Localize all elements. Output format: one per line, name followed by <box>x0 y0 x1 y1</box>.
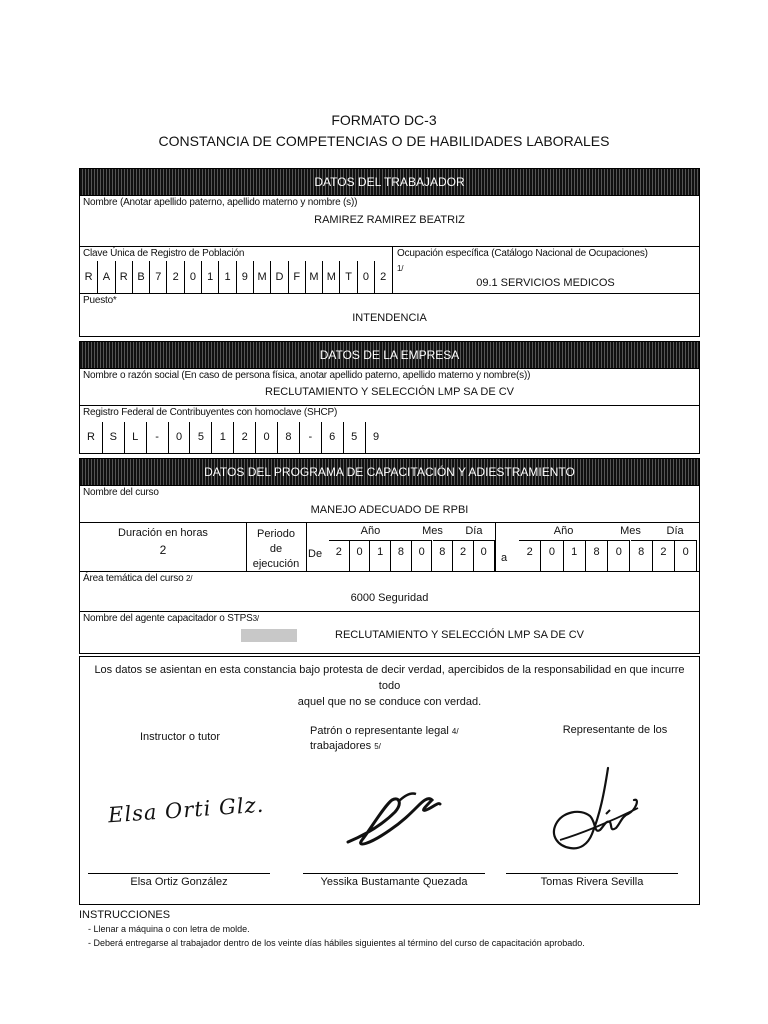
ocupacion-note: 1/ <box>397 264 404 273</box>
date-digit: 8 <box>631 540 653 572</box>
area-value: 6000 Seguridad <box>350 592 429 604</box>
char-cell: A <box>97 261 114 293</box>
nombre-value: RAMIREZ RAMIREZ BEATRIZ <box>314 214 465 226</box>
patron-label-text-2: trabajadores <box>310 740 372 752</box>
rfc-label: Registro Federal de Contribuyentes con homoclave (SHCP) <box>83 407 338 418</box>
char-cell: 1 <box>211 422 233 453</box>
periodo-line: de <box>269 543 283 555</box>
char-cell: 1 <box>201 261 218 293</box>
puesto-label: Puesto* <box>83 295 117 306</box>
char-cell: F <box>288 261 305 293</box>
char-cell: R <box>115 261 132 293</box>
duracion-value: 2 <box>159 543 167 557</box>
representante-label: Representante de los <box>562 724 668 736</box>
char-cell: S <box>102 422 124 453</box>
agente-label-text: Nombre del agente capacitador o STPS <box>83 613 253 624</box>
char-cell: T <box>339 261 356 293</box>
razon-label: Nombre o razón social (En caso de persona física, anotar apellido paterno, apellido materno y nombre(s)) <box>83 370 531 381</box>
row-razon-social <box>80 369 699 406</box>
instructor-name: Elsa Ortiz González <box>130 876 228 888</box>
char-cell: 5 <box>189 422 211 453</box>
date-digit: 2 <box>519 540 541 572</box>
char-cell: - <box>146 422 168 453</box>
section-header: DATOS DEL TRABAJADOR <box>80 169 699 196</box>
signature-representante <box>540 764 650 860</box>
char-cell: R <box>84 271 93 283</box>
char-cell: B <box>132 261 149 293</box>
date-header: Mes <box>620 525 641 537</box>
date-digit: 0 <box>541 540 563 572</box>
patron-note-2: 5/ <box>374 742 381 751</box>
instrucciones-item: - Deberá entregarse al trabajador dentro de los veinte días hábiles siguientes al término del curso de capacitación aprobado. <box>88 938 585 948</box>
curso-label: Nombre del curso <box>83 487 159 498</box>
date-digit: 8 <box>391 540 412 572</box>
char-cell: 2 <box>166 261 183 293</box>
section-programa <box>79 458 700 654</box>
divider <box>306 523 307 571</box>
date-digit: 2 <box>329 540 350 572</box>
char-cell: D <box>270 261 287 293</box>
signature-instructor: Elsa Orti Glz. <box>107 792 265 828</box>
patron-line <box>310 724 459 739</box>
char-cell: M <box>322 261 339 293</box>
char-cell: 6 <box>321 422 343 453</box>
row-area <box>80 572 699 612</box>
form-subtitle: CONSTANCIA DE COMPETENCIAS O DE HABILIDADES LABORALES <box>158 133 610 149</box>
signature-line <box>88 873 270 874</box>
razon-value: RECLUTAMIENTO Y SELECCIÓN LMP SA DE CV <box>265 386 514 398</box>
char-cell: M <box>253 261 270 293</box>
signature-line <box>303 873 485 874</box>
row-duracion <box>80 523 699 572</box>
form-title: FORMATO DC-3 <box>331 112 437 128</box>
date-header: Año <box>360 525 381 537</box>
de-label: De <box>308 548 323 560</box>
date-digit: 0 <box>412 540 433 572</box>
date-header: Día <box>666 525 684 537</box>
section-header: DATOS DE LA EMPRESA <box>80 342 699 369</box>
char-cell: M <box>305 261 322 293</box>
date-digit: 2 <box>653 540 675 572</box>
periodo-label <box>246 527 306 572</box>
declaracion-line: Los datos se asientan en esta constancia bajo protesta de decir verdad, apercibidos de la responsabilidad en que incurre <box>94 664 685 676</box>
representante-name: Tomas Rivera Sevilla <box>540 876 644 888</box>
date-digit: 1 <box>370 540 391 572</box>
char-cell: 9 <box>236 261 253 293</box>
ocupacion-label: Ocupación específica (Catálogo Nacional de Ocupaciones) <box>397 248 648 259</box>
char-cell: 5 <box>343 422 365 453</box>
instrucciones-title: INSTRUCCIONES <box>79 909 171 921</box>
char-cell: 2 <box>233 422 255 453</box>
declaracion-line: aquel que no se conduce con verdad. <box>297 696 482 708</box>
periodo-line: ejecución <box>252 558 300 570</box>
section-empresa <box>79 341 700 454</box>
patron-name: Yessika Bustamante Quezada <box>320 876 468 888</box>
instrucciones-item: - Llenar a máquina o con letra de molde. <box>88 924 250 934</box>
row-puesto <box>80 294 699 337</box>
area-note: 2/ <box>186 574 193 583</box>
char-cell: 0 <box>168 422 190 453</box>
section-header: DATOS DEL PROGRAMA DE CAPACITACIÓN Y ADIESTRAMIENTO <box>80 459 699 486</box>
date-digit: 8 <box>586 540 608 572</box>
declaracion <box>80 662 699 710</box>
char-cell: 0 <box>255 422 277 453</box>
char-cell: R <box>86 431 95 443</box>
curp-label: Clave Única de Registro de Población <box>83 248 245 259</box>
patron-line <box>310 739 459 754</box>
row-curso <box>80 486 699 523</box>
date-digit: 0 <box>675 540 697 572</box>
char-cell: 8 <box>277 422 299 453</box>
patron-note: 4/ <box>451 727 459 736</box>
char-cell: 9 <box>365 422 387 453</box>
periodo-line: Periodo <box>257 528 295 540</box>
patron-label <box>310 724 459 754</box>
row-rfc <box>80 406 699 454</box>
row-curp <box>80 247 699 294</box>
agente-note: 3/ <box>252 614 259 623</box>
date-header: Mes <box>422 525 443 537</box>
signature-line <box>506 873 678 874</box>
fecha-inicio <box>329 523 495 572</box>
curp-cells <box>80 261 391 293</box>
agente-value: RECLUTAMIENTO Y SELECCIÓN LMP SA DE CV <box>335 629 584 641</box>
row-nombre <box>80 196 699 247</box>
duracion-label: Duración en horas <box>118 527 208 539</box>
area-label <box>83 573 192 584</box>
agente-label <box>83 613 259 624</box>
char-cell: 1 <box>218 261 235 293</box>
char-cell: 0 <box>184 261 201 293</box>
puesto-value: INTENDENCIA <box>352 312 427 324</box>
patron-label-text: Patrón o representante legal <box>310 725 449 737</box>
date-header: Día <box>465 525 483 537</box>
declaracion-line: todo <box>378 680 401 692</box>
nombre-label: Nombre (Anotar apellido paterno, apellido materno y nombre (s)) <box>83 197 358 208</box>
date-digit: 0 <box>474 540 495 572</box>
date-digit: 0 <box>350 540 371 572</box>
char-cell: 2 <box>374 261 391 293</box>
divider <box>495 523 496 571</box>
date-digit: 8 <box>433 540 454 572</box>
row-agente <box>80 612 699 654</box>
area-label-text: Área temática del curso <box>83 573 184 584</box>
char-cell: - <box>299 422 321 453</box>
signature-patron <box>340 782 450 852</box>
instructor-label: Instructor o tutor <box>139 731 221 743</box>
fecha-fin <box>519 523 699 572</box>
date-digit: 0 <box>608 540 630 572</box>
char-cell: L <box>124 422 146 453</box>
rfc-cells <box>80 422 386 453</box>
curso-value: MANEJO ADECUADO DE RPBI <box>310 504 469 516</box>
section-trabajador <box>79 168 700 337</box>
char-cell: 0 <box>357 261 374 293</box>
a-label: a <box>501 552 508 564</box>
ocupacion-value: 09.1 SERVICIOS MEDICOS <box>476 277 615 289</box>
date-header: Año <box>553 525 574 537</box>
date-digit: 1 <box>564 540 586 572</box>
date-digit: 2 <box>453 540 474 572</box>
char-cell: 7 <box>149 261 166 293</box>
